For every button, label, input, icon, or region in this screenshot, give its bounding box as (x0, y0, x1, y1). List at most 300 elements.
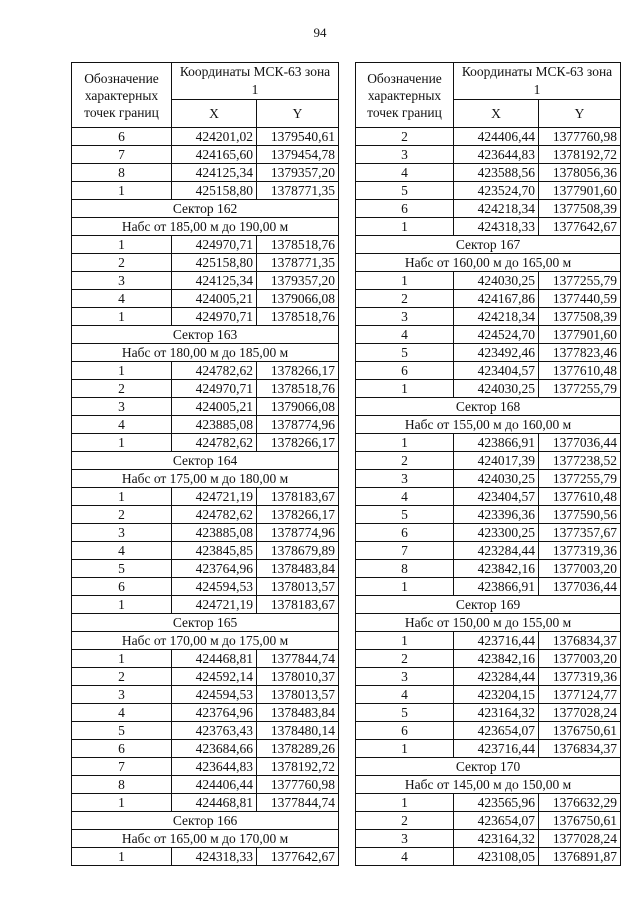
table-row (72, 182, 339, 200)
y-coordinate-cell: 1377028,24 (539, 830, 621, 848)
y-coordinate-cell: 1378483,84 (257, 704, 339, 722)
table-row (72, 146, 339, 164)
x-coordinate-cell: 424201,02 (172, 128, 257, 146)
sector-heading-row (356, 758, 621, 776)
x-coordinate-cell: 423885,08 (172, 524, 257, 542)
y-coordinate-cell: 1377760,98 (539, 128, 621, 146)
x-coordinate-cell: 424594,53 (172, 578, 257, 596)
table-row (72, 398, 339, 416)
table-row (72, 794, 339, 812)
table-row (356, 668, 621, 686)
point-designation-header: Обозначение характерных точек границ (356, 63, 454, 128)
y-coordinate-cell: 1378010,37 (257, 668, 339, 686)
point-number-cell: 2 (72, 668, 172, 686)
sector-heading-row (72, 812, 339, 830)
x-coordinate-cell: 423204,15 (454, 686, 539, 704)
table-row (356, 812, 621, 830)
sector-heading: Набс от 155,00 м до 160,00 м (356, 416, 621, 434)
sector-heading-row (72, 830, 339, 848)
table-row (72, 272, 339, 290)
table-row (356, 182, 621, 200)
x-coordinate-cell: 423866,91 (454, 434, 539, 452)
x-coordinate-cell: 423845,85 (172, 542, 257, 560)
table-row (72, 434, 339, 452)
x-coordinate-cell: 423842,16 (454, 560, 539, 578)
table-row (356, 362, 621, 380)
table-row (356, 524, 621, 542)
x-coordinate-cell: 424125,34 (172, 164, 257, 182)
x-coordinate-cell: 423404,57 (454, 362, 539, 380)
y-coordinate-cell: 1378289,26 (257, 740, 339, 758)
y-column-header: Y (257, 100, 339, 128)
point-number-cell: 1 (72, 794, 172, 812)
y-coordinate-cell: 1377357,67 (539, 524, 621, 542)
table-row (72, 542, 339, 560)
x-coordinate-cell: 424125,34 (172, 272, 257, 290)
x-coordinate-cell: 424782,62 (172, 362, 257, 380)
y-coordinate-cell: 1376750,61 (539, 722, 621, 740)
x-coordinate-cell: 424782,62 (172, 506, 257, 524)
table-row (356, 344, 621, 362)
point-number-cell: 1 (356, 794, 454, 812)
point-number-cell: 8 (356, 560, 454, 578)
sector-heading: Сектор 163 (72, 326, 339, 344)
y-coordinate-cell: 1378518,76 (257, 308, 339, 326)
x-coordinate-cell: 423842,16 (454, 650, 539, 668)
y-coordinate-cell: 1377319,36 (539, 542, 621, 560)
y-coordinate-cell: 1378266,17 (257, 362, 339, 380)
sector-heading-row (356, 614, 621, 632)
point-number-cell: 2 (356, 650, 454, 668)
table-row (72, 308, 339, 326)
table-row (356, 794, 621, 812)
table-row (356, 542, 621, 560)
x-coordinate-cell: 423284,44 (454, 542, 539, 560)
point-number-cell: 5 (356, 182, 454, 200)
page-number: 94 (313, 25, 327, 40)
y-coordinate-cell: 1378056,36 (539, 164, 621, 182)
y-coordinate-cell: 1377901,60 (539, 326, 621, 344)
table-row (72, 848, 339, 866)
table-row (72, 128, 339, 146)
point-number-cell: 2 (356, 812, 454, 830)
point-number-cell: 1 (72, 848, 172, 866)
point-number-cell: 5 (356, 704, 454, 722)
y-coordinate-cell: 1377028,24 (539, 704, 621, 722)
x-coordinate-cell: 423524,70 (454, 182, 539, 200)
y-coordinate-cell: 1377760,98 (257, 776, 339, 794)
point-number-cell: 1 (356, 740, 454, 758)
x-column-header: X (454, 100, 539, 128)
y-coordinate-cell: 1378771,35 (257, 254, 339, 272)
sector-heading-row (356, 398, 621, 416)
table-row (356, 308, 621, 326)
y-coordinate-cell: 1377590,56 (539, 506, 621, 524)
table-row (356, 218, 621, 236)
sector-heading: Набс от 170,00 м до 175,00 м (72, 632, 339, 650)
point-number-cell: 4 (72, 704, 172, 722)
sector-heading-row (72, 344, 339, 362)
x-coordinate-cell: 423654,07 (454, 812, 539, 830)
y-coordinate-cell: 1377440,59 (539, 290, 621, 308)
point-number-cell: 4 (356, 686, 454, 704)
x-coordinate-cell: 425158,80 (172, 182, 257, 200)
y-coordinate-cell: 1377003,20 (539, 560, 621, 578)
x-coordinate-cell: 424318,33 (172, 848, 257, 866)
y-coordinate-cell: 1377255,79 (539, 380, 621, 398)
coordinates-system-header: Координаты МСК-63 зона 1 (172, 63, 339, 100)
x-coordinate-cell: 424970,71 (172, 236, 257, 254)
x-coordinate-cell: 423644,83 (172, 758, 257, 776)
x-coordinate-cell: 423866,91 (454, 578, 539, 596)
sector-heading: Сектор 164 (72, 452, 339, 470)
y-coordinate-cell: 1379454,78 (257, 146, 339, 164)
y-coordinate-cell: 1377642,67 (257, 848, 339, 866)
sector-heading-row (356, 254, 621, 272)
y-coordinate-cell: 1376632,29 (539, 794, 621, 812)
x-coordinate-cell: 423164,32 (454, 830, 539, 848)
table-row (72, 290, 339, 308)
point-number-cell: 6 (72, 128, 172, 146)
sector-heading: Сектор 169 (356, 596, 621, 614)
table-row (356, 146, 621, 164)
x-coordinate-cell: 423404,57 (454, 488, 539, 506)
sector-heading: Сектор 167 (356, 236, 621, 254)
point-number-cell: 6 (356, 362, 454, 380)
table-row (72, 704, 339, 722)
sector-heading-row (72, 326, 339, 344)
coordinates-system-header: Координаты МСК-63 зона 1 (454, 63, 621, 100)
point-number-cell: 6 (72, 578, 172, 596)
table-row (356, 686, 621, 704)
table-row (356, 326, 621, 344)
point-number-cell: 3 (356, 470, 454, 488)
point-number-cell: 2 (356, 290, 454, 308)
point-number-cell: 1 (356, 272, 454, 290)
y-coordinate-cell: 1379066,08 (257, 290, 339, 308)
y-coordinate-cell: 1379540,61 (257, 128, 339, 146)
y-coordinate-cell: 1378774,96 (257, 524, 339, 542)
x-coordinate-cell: 423764,96 (172, 560, 257, 578)
y-coordinate-cell: 1378679,89 (257, 542, 339, 560)
coordinates-table-right (355, 62, 621, 866)
y-coordinate-cell: 1377610,48 (539, 362, 621, 380)
table-row (72, 776, 339, 794)
x-coordinate-cell: 425158,80 (172, 254, 257, 272)
point-number-cell: 3 (72, 524, 172, 542)
x-coordinate-cell: 424524,70 (454, 326, 539, 344)
point-number-cell: 3 (356, 830, 454, 848)
x-coordinate-cell: 423588,56 (454, 164, 539, 182)
y-coordinate-cell: 1378483,84 (257, 560, 339, 578)
x-coordinate-cell: 424017,39 (454, 452, 539, 470)
point-number-cell: 1 (72, 362, 172, 380)
point-number-cell: 2 (356, 452, 454, 470)
sector-heading-row (72, 632, 339, 650)
table-row (356, 452, 621, 470)
table-row (356, 128, 621, 146)
point-number-cell: 1 (72, 650, 172, 668)
table-row (72, 596, 339, 614)
x-coordinate-cell: 423644,83 (454, 146, 539, 164)
x-coordinate-cell: 424970,71 (172, 380, 257, 398)
y-coordinate-cell: 1377255,79 (539, 470, 621, 488)
point-number-cell: 2 (72, 506, 172, 524)
y-coordinate-cell: 1377844,74 (257, 794, 339, 812)
x-coordinate-cell: 423396,36 (454, 506, 539, 524)
table-row (356, 722, 621, 740)
coordinates-table-left (71, 62, 339, 866)
table-row (72, 578, 339, 596)
point-number-cell: 7 (356, 542, 454, 560)
y-coordinate-cell: 1378266,17 (257, 506, 339, 524)
y-coordinate-cell: 1379066,08 (257, 398, 339, 416)
point-number-cell: 1 (72, 488, 172, 506)
x-coordinate-cell: 424030,25 (454, 380, 539, 398)
sector-heading-row (72, 200, 339, 218)
x-coordinate-cell: 424468,81 (172, 794, 257, 812)
point-number-cell: 5 (72, 722, 172, 740)
point-number-cell: 2 (356, 128, 454, 146)
table-row (356, 632, 621, 650)
y-coordinate-cell: 1377255,79 (539, 272, 621, 290)
table-row (356, 470, 621, 488)
point-number-cell: 5 (72, 560, 172, 578)
x-coordinate-cell: 423565,96 (454, 794, 539, 812)
point-number-cell: 2 (72, 380, 172, 398)
point-number-cell: 6 (356, 200, 454, 218)
y-coordinate-cell: 1379357,20 (257, 164, 339, 182)
point-number-cell: 3 (72, 272, 172, 290)
x-coordinate-cell: 424594,53 (172, 686, 257, 704)
table-row (72, 740, 339, 758)
sector-heading: Набс от 185,00 м до 190,00 м (72, 218, 339, 236)
sector-heading-row (72, 470, 339, 488)
sector-heading: Набс от 165,00 м до 170,00 м (72, 830, 339, 848)
x-coordinate-cell: 424218,34 (454, 200, 539, 218)
y-coordinate-cell: 1377610,48 (539, 488, 621, 506)
y-coordinate-cell: 1378774,96 (257, 416, 339, 434)
sector-heading-row (356, 776, 621, 794)
y-coordinate-cell: 1377238,52 (539, 452, 621, 470)
sector-heading-row (356, 416, 621, 434)
table-row (356, 488, 621, 506)
sector-heading: Сектор 170 (356, 758, 621, 776)
x-coordinate-cell: 424218,34 (454, 308, 539, 326)
x-coordinate-cell: 423284,44 (454, 668, 539, 686)
table-row (356, 434, 621, 452)
point-number-cell: 4 (356, 326, 454, 344)
x-coordinate-cell: 423492,46 (454, 344, 539, 362)
sector-heading: Набс от 150,00 м до 155,00 м (356, 614, 621, 632)
sector-heading-row (356, 236, 621, 254)
table-row (72, 416, 339, 434)
table-row (356, 506, 621, 524)
y-coordinate-cell: 1377003,20 (539, 650, 621, 668)
x-coordinate-cell: 424030,25 (454, 470, 539, 488)
y-coordinate-cell: 1377036,44 (539, 434, 621, 452)
x-coordinate-cell: 424592,14 (172, 668, 257, 686)
y-coordinate-cell: 1377844,74 (257, 650, 339, 668)
x-coordinate-cell: 424030,25 (454, 272, 539, 290)
point-number-cell: 1 (356, 380, 454, 398)
x-coordinate-cell: 424005,21 (172, 398, 257, 416)
x-coordinate-cell: 424406,44 (172, 776, 257, 794)
point-designation-header: Обозначение характерных точек границ (72, 63, 172, 128)
x-coordinate-cell: 424970,71 (172, 308, 257, 326)
x-coordinate-cell: 423763,43 (172, 722, 257, 740)
point-number-cell: 1 (356, 632, 454, 650)
table-row (356, 380, 621, 398)
table-row (356, 650, 621, 668)
y-coordinate-cell: 1377124,77 (539, 686, 621, 704)
point-number-cell: 4 (72, 290, 172, 308)
sector-heading: Сектор 166 (72, 812, 339, 830)
y-coordinate-cell: 1377319,36 (539, 668, 621, 686)
y-coordinate-cell: 1378771,35 (257, 182, 339, 200)
table-row (72, 506, 339, 524)
point-number-cell: 3 (72, 686, 172, 704)
y-coordinate-cell: 1378183,67 (257, 596, 339, 614)
y-coordinate-cell: 1378183,67 (257, 488, 339, 506)
point-number-cell: 7 (72, 146, 172, 164)
table-row (356, 290, 621, 308)
point-number-cell: 6 (72, 740, 172, 758)
point-number-cell: 1 (356, 434, 454, 452)
table-row (356, 740, 621, 758)
point-number-cell: 4 (72, 542, 172, 560)
point-number-cell: 1 (72, 596, 172, 614)
x-coordinate-cell: 424167,86 (454, 290, 539, 308)
sector-heading: Набс от 180,00 м до 185,00 м (72, 344, 339, 362)
point-number-cell: 1 (356, 578, 454, 596)
point-number-cell: 2 (72, 254, 172, 272)
table-row (356, 200, 621, 218)
point-number-cell: 4 (356, 164, 454, 182)
sector-heading: Сектор 162 (72, 200, 339, 218)
point-number-cell: 6 (356, 524, 454, 542)
sector-heading-row (72, 614, 339, 632)
point-number-cell: 3 (356, 146, 454, 164)
table-row (356, 164, 621, 182)
x-column-header: X (172, 100, 257, 128)
y-coordinate-cell: 1377823,46 (539, 344, 621, 362)
y-coordinate-cell: 1377901,60 (539, 182, 621, 200)
x-coordinate-cell: 424721,19 (172, 596, 257, 614)
y-coordinate-cell: 1378192,72 (539, 146, 621, 164)
point-number-cell: 1 (356, 218, 454, 236)
x-coordinate-cell: 423716,44 (454, 740, 539, 758)
point-number-cell: 1 (72, 434, 172, 452)
y-coordinate-cell: 1378013,57 (257, 686, 339, 704)
y-coordinate-cell: 1377642,67 (539, 218, 621, 236)
x-coordinate-cell: 424782,62 (172, 434, 257, 452)
point-number-cell: 6 (356, 722, 454, 740)
point-number-cell: 7 (72, 758, 172, 776)
point-number-cell: 1 (72, 308, 172, 326)
sector-heading-row (356, 596, 621, 614)
table-row (72, 722, 339, 740)
table-row (72, 524, 339, 542)
table-row (72, 488, 339, 506)
y-coordinate-cell: 1377036,44 (539, 578, 621, 596)
x-coordinate-cell: 424468,81 (172, 650, 257, 668)
y-coordinate-cell: 1376834,37 (539, 740, 621, 758)
point-number-cell: 3 (356, 668, 454, 686)
point-number-cell: 4 (356, 848, 454, 866)
sector-heading-row (72, 218, 339, 236)
sector-heading-row (72, 452, 339, 470)
x-coordinate-cell: 423654,07 (454, 722, 539, 740)
table-row (72, 380, 339, 398)
table-row (356, 848, 621, 866)
y-coordinate-cell: 1376891,87 (539, 848, 621, 866)
y-coordinate-cell: 1378192,72 (257, 758, 339, 776)
y-coordinate-cell: 1378266,17 (257, 434, 339, 452)
sector-heading: Набс от 175,00 м до 180,00 м (72, 470, 339, 488)
y-coordinate-cell: 1378518,76 (257, 380, 339, 398)
y-coordinate-cell: 1376750,61 (539, 812, 621, 830)
point-number-cell: 3 (356, 308, 454, 326)
table-row (356, 560, 621, 578)
x-coordinate-cell: 423108,05 (454, 848, 539, 866)
point-number-cell: 4 (356, 488, 454, 506)
table-row (72, 236, 339, 254)
sector-heading: Набс от 160,00 м до 165,00 м (356, 254, 621, 272)
x-coordinate-cell: 424318,33 (454, 218, 539, 236)
point-number-cell: 1 (72, 236, 172, 254)
x-coordinate-cell: 423885,08 (172, 416, 257, 434)
sector-heading: Набс от 145,00 м до 150,00 м (356, 776, 621, 794)
table-row (356, 830, 621, 848)
y-column-header: Y (539, 100, 621, 128)
table-row (72, 164, 339, 182)
sector-heading: Сектор 168 (356, 398, 621, 416)
table-row (72, 362, 339, 380)
x-coordinate-cell: 423164,32 (454, 704, 539, 722)
y-coordinate-cell: 1378013,57 (257, 578, 339, 596)
table-row (72, 668, 339, 686)
table-row (356, 578, 621, 596)
y-coordinate-cell: 1378518,76 (257, 236, 339, 254)
x-coordinate-cell: 424165,60 (172, 146, 257, 164)
y-coordinate-cell: 1377508,39 (539, 308, 621, 326)
sector-heading: Сектор 165 (72, 614, 339, 632)
y-coordinate-cell: 1377508,39 (539, 200, 621, 218)
point-number-cell: 3 (72, 398, 172, 416)
point-number-cell: 1 (72, 182, 172, 200)
point-number-cell: 8 (72, 776, 172, 794)
x-coordinate-cell: 423716,44 (454, 632, 539, 650)
table-row (356, 704, 621, 722)
table-row (72, 650, 339, 668)
x-coordinate-cell: 423684,66 (172, 740, 257, 758)
table-row (72, 758, 339, 776)
y-coordinate-cell: 1376834,37 (539, 632, 621, 650)
table-row (72, 686, 339, 704)
x-coordinate-cell: 423300,25 (454, 524, 539, 542)
y-coordinate-cell: 1378480,14 (257, 722, 339, 740)
point-number-cell: 8 (72, 164, 172, 182)
y-coordinate-cell: 1379357,20 (257, 272, 339, 290)
table-row (72, 254, 339, 272)
table-row (72, 560, 339, 578)
point-number-cell: 5 (356, 344, 454, 362)
x-coordinate-cell: 424721,19 (172, 488, 257, 506)
x-coordinate-cell: 424005,21 (172, 290, 257, 308)
x-coordinate-cell: 424406,44 (454, 128, 539, 146)
point-number-cell: 5 (356, 506, 454, 524)
